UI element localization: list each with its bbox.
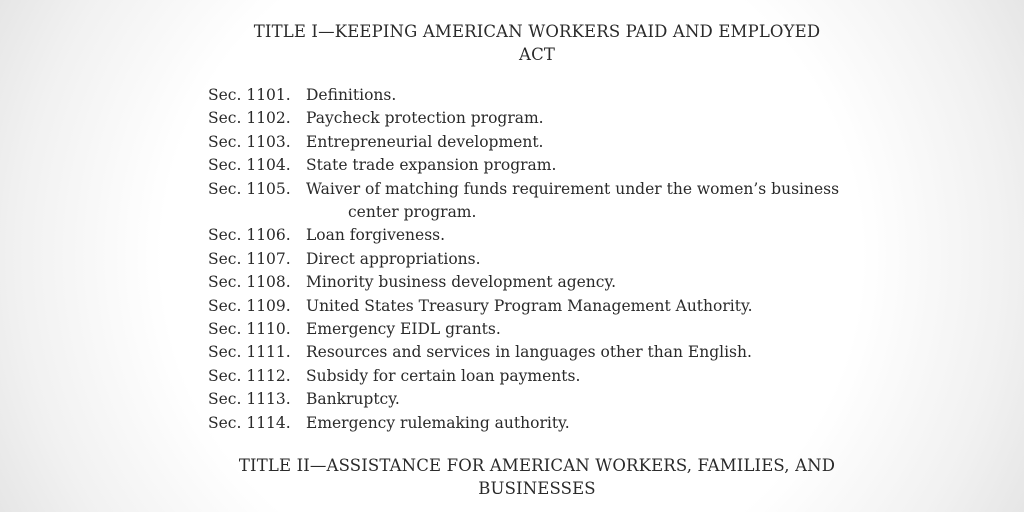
title-ii-heading [200,454,874,500]
section-number: Sec. 1101. [208,86,291,104]
title-ii-line-2: BUSINESSES [478,479,596,498]
section-number: Sec. 1105. [208,179,291,198]
section-number: Sec. 1102. [208,109,291,128]
section-number: Sec. 1108. [208,273,291,292]
section-item [208,224,868,247]
section-title: Emergency EIDL grants. [306,320,501,339]
section-number: Sec. 1104. [208,156,291,175]
section-title-continuation: center program. [348,203,477,222]
section-title: Bankruptcy. [306,390,400,409]
title-i-line-1: TITLE I—KEEPING AMERICAN WORKERS PAID AND EMPLOYED [253,22,821,41]
section-number: Sec. 1103. [208,132,291,151]
section-title: Direct appropriations. [306,249,481,268]
section-title: Definitions. [306,86,397,104]
section-item [208,318,868,341]
section-title: Entrepreneurial development. [306,132,544,151]
section-item [208,178,868,225]
section-number: Sec. 1109. [208,296,291,315]
section-item [208,295,868,318]
section-item [208,107,868,130]
section-number: Sec. 1112. [208,366,291,385]
section-item [208,388,868,411]
title-i-line-2: ACT [519,45,555,64]
section-number: Sec. 1111. [208,343,291,362]
section-number: Sec. 1107. [208,249,291,268]
section-item [208,365,868,388]
title-i-heading [200,20,874,66]
section-item [208,248,868,271]
title-ii-line-1: TITLE II—ASSISTANCE FOR AMERICAN WORKERS, FAMILIES, AND [238,456,836,475]
section-item [208,154,868,177]
section-title: Minority business development agency. [306,273,617,292]
section-title: Paycheck protection program. [306,109,544,128]
section-title: United States Treasury Program Management Authority. [306,296,753,315]
section-item [208,412,868,435]
section-item [208,271,868,294]
section-title: Loan forgiveness. [306,226,446,245]
section-list [208,84,868,435]
section-title: Subsidy for certain loan payments. [306,366,581,385]
section-title: Waiver of matching funds requirement under the women’s business [306,179,840,198]
section-title: Resources and services in languages other than English. [306,343,752,362]
section-number: Sec. 1114. [208,413,291,432]
section-title: Emergency rulemaking authority. [306,413,570,432]
section-title: State trade expansion program. [306,156,557,175]
section-number: Sec. 1110. [208,320,291,339]
section-title-wrapped [306,178,868,225]
section-number: Sec. 1106. [208,226,291,245]
section-item [208,131,868,154]
section-item [208,84,868,107]
section-item [208,341,868,364]
section-number: Sec. 1113. [208,390,291,409]
